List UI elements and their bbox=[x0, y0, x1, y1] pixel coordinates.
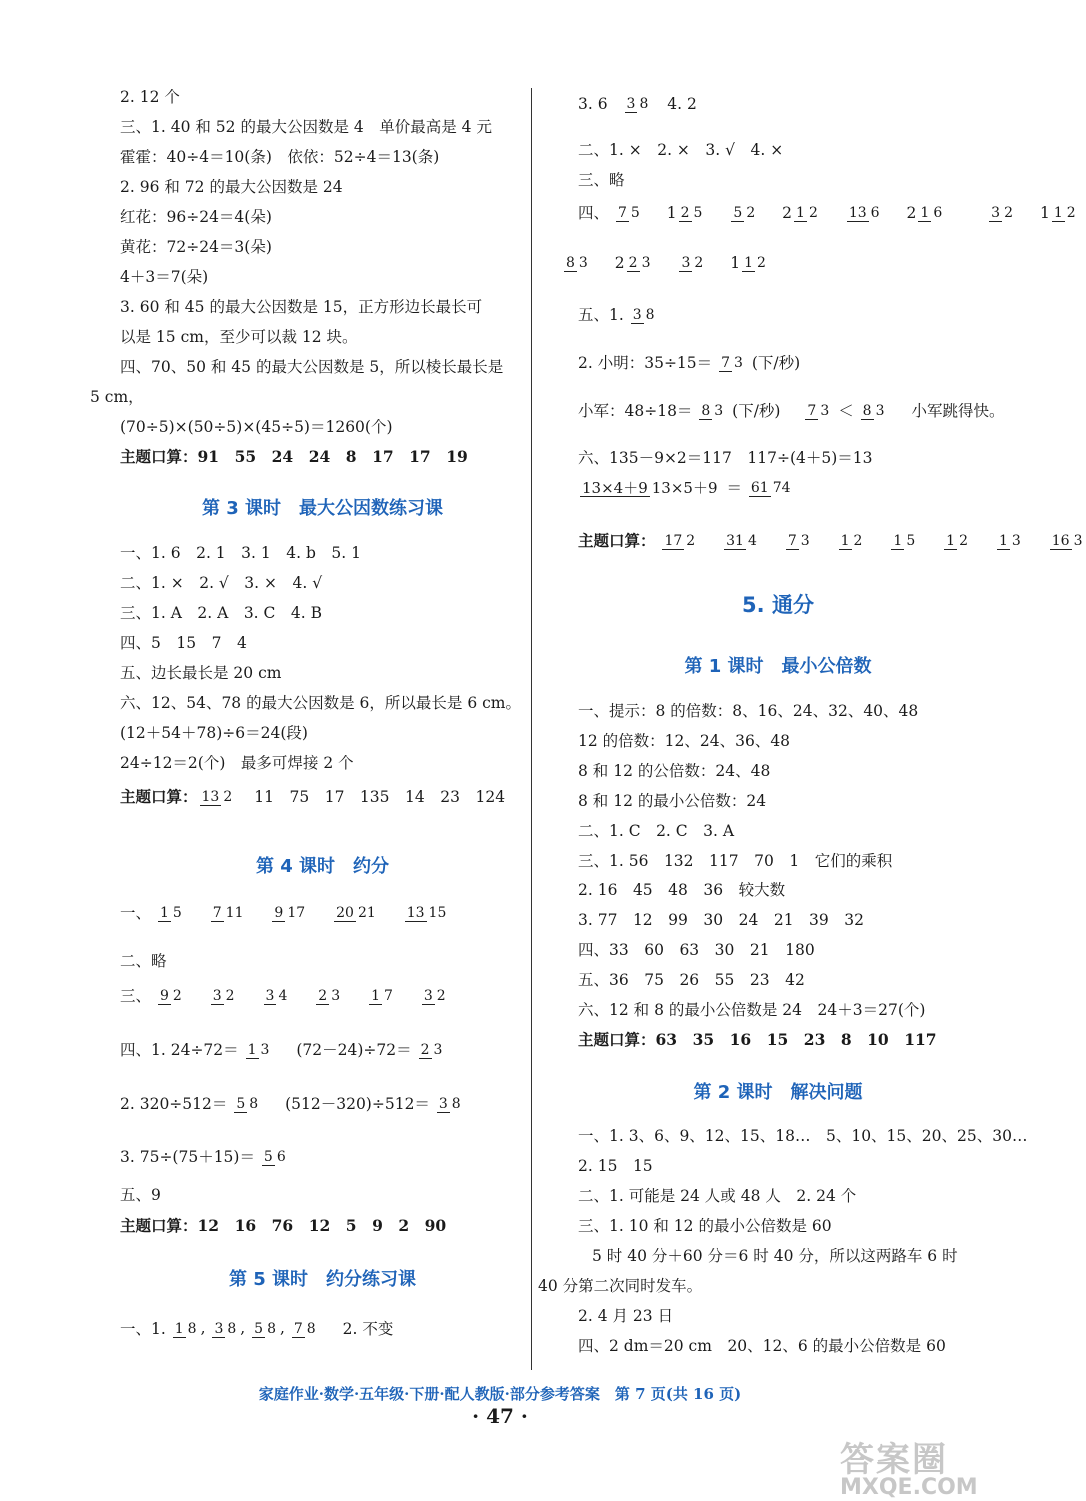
fraction: 20 21 bbox=[336, 904, 376, 921]
text-line: 三、1. 40 和 52 的最大公因数是 4 单价最高是 4 元 bbox=[120, 118, 492, 136]
fraction: 3 8 bbox=[626, 95, 649, 112]
text-line: 三、1. A 2. A 3. C 4. B bbox=[120, 604, 322, 622]
fraction-line: 13×4＋9 13×5＋9 ＝ 61 74 bbox=[582, 478, 791, 498]
text-line: 40 分第二次同时发车。 bbox=[538, 1277, 703, 1295]
mental-math-line: 主题口算：63 35 16 15 23 8 10 117 bbox=[578, 1030, 937, 1049]
text-line: 黄花：72÷24＝3(朵) bbox=[120, 238, 272, 256]
page-number: · 47 · bbox=[472, 1404, 528, 1428]
fraction: 1 2 bbox=[744, 254, 766, 271]
text-line: 五、9 bbox=[120, 1186, 161, 1204]
fraction-line: 四、1. 24÷72＝ 1 3 (72－24)÷72＝ 2 3 bbox=[120, 1041, 443, 1059]
fraction: 5 8 bbox=[236, 1095, 259, 1112]
section-heading-lesson5: 第 5 课时 约分练习课 bbox=[228, 1269, 417, 1290]
text-line: 四、2 dm＝20 cm 20、12、6 的最小公倍数是 60 bbox=[578, 1337, 946, 1355]
text-line: 一、提示：8 的倍数：8、16、24、32、40、48 bbox=[578, 702, 919, 720]
watermark bbox=[840, 1432, 990, 1500]
section-heading-lesson2: 第 2 课时 解决问题 bbox=[693, 1082, 863, 1103]
fraction: 3 2 bbox=[991, 204, 1014, 221]
text-line: 12 的倍数：12、24、36、48 bbox=[578, 732, 791, 750]
text-line: 四、5 15 7 4 bbox=[120, 634, 247, 652]
fraction-line: 小军：48÷18＝ 8 3 (下/秒) 7 3 ＜ 8 3 小军跳得快。 bbox=[578, 402, 1005, 420]
fraction: 2 3 bbox=[420, 1041, 443, 1058]
fraction-line: 3. 75÷(75＋15)＝ 5 6 bbox=[120, 1148, 286, 1166]
fraction: 13 2 bbox=[201, 788, 233, 805]
fraction: 7 11 bbox=[212, 904, 244, 921]
fraction: 1 3 bbox=[247, 1041, 270, 1058]
unit-heading: 5. 通分 bbox=[742, 593, 814, 617]
text-line: 六、135－9×2＝117 117÷(4＋5)＝13 bbox=[578, 449, 873, 467]
fraction: 5 2 bbox=[733, 204, 756, 221]
column-divider bbox=[531, 88, 532, 1370]
fraction: 7 3 bbox=[721, 354, 743, 371]
fraction: 8 3 bbox=[862, 402, 885, 419]
text-line: (70÷5)×(50÷5)×(45÷5)＝1260(个) bbox=[120, 418, 393, 436]
text-line: 三、略 bbox=[578, 171, 625, 189]
fraction: 9 2 bbox=[159, 987, 182, 1004]
fraction: 1 2 bbox=[840, 532, 863, 549]
label: 三、 bbox=[120, 987, 152, 1005]
text-line: 二、1. × 2. √ 3. × 4. √ bbox=[120, 574, 323, 592]
fraction: 3 2 bbox=[212, 987, 235, 1004]
fraction: 5 6 bbox=[263, 1148, 286, 1165]
fraction: 3 2 bbox=[423, 987, 446, 1004]
fraction: 2 3 bbox=[628, 254, 651, 271]
section-heading-lesson1: 第 1 课时 最小公倍数 bbox=[684, 656, 872, 677]
mental-math-line: 主题口算：91 55 24 24 8 17 17 19 bbox=[120, 447, 468, 466]
fraction: 7 5 bbox=[617, 204, 640, 221]
fraction: 1 2 bbox=[946, 532, 969, 549]
text-line: 二、1. × 2. × 3. √ 4. × bbox=[578, 141, 784, 159]
page-footer: 家庭作业·数学·五年级·下册·配人教版·部分参考答案 第 7 页(共 16 页) bbox=[258, 1385, 742, 1403]
watermark-url: MXQE.COM bbox=[840, 1475, 978, 1500]
section-heading-lesson4: 第 4 课时 约分 bbox=[255, 856, 390, 877]
text-line: (12＋54＋78)÷6＝24(段) bbox=[120, 724, 308, 742]
fraction: 3 8 bbox=[632, 306, 655, 323]
fraction: 13×4＋9 13×5＋9 bbox=[582, 478, 718, 498]
mental-math-line: 主题口算：12 16 76 12 5 9 2 90 bbox=[120, 1216, 447, 1235]
fraction: 61 74 bbox=[750, 479, 791, 496]
text-line: 五、边长最长是 20 cm bbox=[120, 664, 282, 682]
text-line: 以是 15 cm，至少可以裁 12 块。 bbox=[120, 328, 358, 346]
watermark-logo: 答案圈 bbox=[840, 1440, 948, 1480]
fraction: 13 6 bbox=[848, 204, 880, 221]
fraction: 1 8 bbox=[174, 1320, 197, 1337]
fraction: 7 3 bbox=[787, 532, 810, 549]
text-line: 一、1. 3、6、9、12、15、18… 5、10、15、20、25、30… bbox=[578, 1127, 1028, 1145]
fraction: 1 5 bbox=[893, 532, 916, 549]
fraction: 31 4 bbox=[726, 532, 757, 549]
text-line: 六、12、54、78 的最大公因数是 6，所以最长是 6 cm。 bbox=[120, 694, 521, 712]
fraction: 7 3 bbox=[807, 402, 830, 419]
fraction-line: 3. 6 3 8 4. 2 bbox=[578, 95, 697, 113]
label: 主题口算： bbox=[120, 787, 198, 806]
fraction-line: 2. 小明：35÷15＝ 7 3 (下/秒) bbox=[578, 354, 801, 372]
text-line: 四、33 60 63 30 21 180 bbox=[578, 941, 815, 959]
fraction-line bbox=[120, 902, 450, 923]
text-line: 三、1. 10 和 12 的最小公倍数是 60 bbox=[578, 1217, 832, 1235]
label: 一、 bbox=[120, 904, 152, 922]
text-line: 三、1. 56 132 117 70 1 它们的乘积 bbox=[578, 852, 893, 870]
text-line: 霍霍：40÷4＝10(条) 依依：52÷4＝13(条) bbox=[120, 148, 440, 166]
fraction-line: 五、1. 3 8 bbox=[578, 306, 655, 324]
text-line: 4＋3＝7(朵) bbox=[120, 268, 209, 286]
text-line: 四、70、50 和 45 的最大公因数是 5，所以棱长最长是 bbox=[120, 358, 504, 376]
fraction: 3 8 bbox=[214, 1320, 237, 1337]
text-line: 24÷12＝2(个) 最多可焊接 2 个 bbox=[120, 754, 354, 772]
fraction: 9 17 bbox=[274, 904, 306, 921]
fraction-line bbox=[120, 985, 450, 1006]
fraction: 16 3 bbox=[1051, 532, 1083, 549]
mental-math-line bbox=[120, 786, 505, 807]
text-line: 二、略 bbox=[120, 952, 167, 970]
fraction-line: 一、1. 1 8 , 3 8 , 5 8 , 7 8 2. 不变 bbox=[120, 1319, 394, 1338]
text-line: 一、1. 6 2. 1 3. 1 4. b 5. 1 bbox=[120, 544, 361, 562]
text-line: 2. 16 45 48 36 较大数 bbox=[578, 881, 786, 899]
fraction: 3 8 bbox=[438, 1095, 461, 1112]
fraction: 3 2 bbox=[681, 254, 704, 271]
fraction: 3 4 bbox=[265, 987, 288, 1004]
fraction: 8 3 bbox=[566, 254, 588, 271]
fraction-line: 8 3 2 2 3 3 2 1 1 2 bbox=[566, 254, 766, 272]
fraction: 1 6 bbox=[920, 204, 943, 221]
fraction: 17 2 bbox=[664, 532, 696, 549]
fraction: 1 7 bbox=[371, 987, 393, 1004]
text-line: 五、36 75 26 55 23 42 bbox=[578, 971, 805, 989]
text-line: 3. 77 12 99 30 24 21 39 32 bbox=[578, 911, 865, 929]
text-line: 二、1. C 2. C 3. A bbox=[578, 822, 735, 840]
text-line: 8 和 12 的最小公倍数：24 bbox=[578, 792, 767, 810]
fraction: 1 2 bbox=[1053, 204, 1076, 221]
text-line: 2. 96 和 72 的最大公因数是 24 bbox=[120, 178, 343, 196]
fraction: 1 2 bbox=[796, 204, 818, 221]
fraction: 2 5 bbox=[680, 204, 703, 221]
fraction: 2 3 bbox=[318, 987, 341, 1004]
text-line: 2. 12 个 bbox=[120, 88, 180, 106]
fraction-line: 2. 320÷512＝ 5 8 (512－320)÷512＝ 3 8 bbox=[120, 1095, 461, 1113]
fraction: 1 3 bbox=[998, 532, 1021, 549]
text-line: 5 时 40 分＋60 分＝6 时 40 分，所以这两路车 6 时 bbox=[592, 1247, 958, 1265]
fraction: 13 15 bbox=[406, 904, 447, 921]
mental-math-line: 主题口算： 17 2 31 4 7 3 1 2 1 5 1 2 1 3 16 3 bbox=[578, 531, 1083, 550]
text-line: 2. 15 15 bbox=[578, 1157, 653, 1175]
section-heading-lesson3: 第 3 课时 最大公因数练习课 bbox=[201, 498, 444, 519]
fraction: 5 8 bbox=[254, 1320, 276, 1337]
fraction: 7 8 bbox=[293, 1320, 316, 1337]
text-line: 3. 60 和 45 的最大公因数是 15，正方形边长最长可 bbox=[120, 298, 483, 316]
text-line: 2. 4 月 23 日 bbox=[578, 1307, 674, 1325]
text-line: 8 和 12 的公倍数：24、48 bbox=[578, 762, 771, 780]
text-line: 二、1. 可能是 24 人或 48 人 2. 24 个 bbox=[578, 1187, 857, 1205]
values: 11 75 17 135 14 23 124 bbox=[254, 788, 506, 806]
text-line: 红花：96÷24＝4(朵) bbox=[120, 208, 272, 226]
fraction-line: 四、 7 5 1 2 5 5 2 2 1 2 13 6 2 1 6 3 2 1 1 2 bbox=[578, 204, 1076, 222]
text-line: 六、12 和 8 的最小公倍数是 24 24＋3＝27(个) bbox=[578, 1001, 926, 1019]
text-line: 5 cm， bbox=[90, 388, 144, 406]
fraction: 8 3 bbox=[701, 402, 724, 419]
fraction: 1 5 bbox=[159, 904, 182, 921]
